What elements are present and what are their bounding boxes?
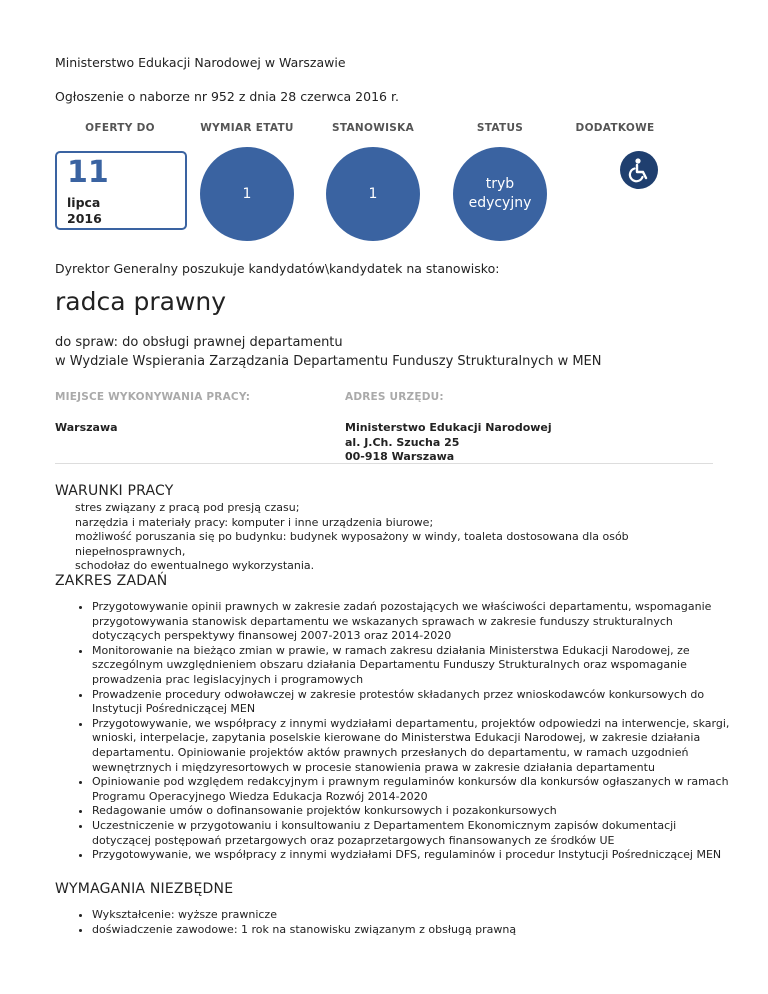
positions-label: STANOWISKA — [331, 122, 415, 134]
list-item: • Monitorowanie na bieżąco zmian w prawie, w ramach zakresu działania Ministerstwa Edukacji Narodowej, ze szczególnym uwzględnieniem obszaru działania Departamentu Funduszy Strukturalnych oraz wspomaganie prowadzenia prac legislacyjnych i programowych — [92, 644, 732, 688]
deadline-date-box — [55, 151, 187, 230]
announcement-title: Ogłoszenie o naborze nr 952 z dnia 28 czerwca 2016 r. — [55, 89, 399, 104]
conditions-line: narzędzia i materiały pracy: komputer i inne urządzenia biurowe; — [75, 515, 434, 529]
status-value: tryb edycyjny — [468, 176, 532, 211]
deadline-year: 2016 — [67, 211, 102, 226]
conditions-line: schodołaz do ewentualnego wykorzystania. — [75, 559, 315, 573]
job-title: radca prawny — [55, 287, 227, 316]
divider — [55, 463, 713, 464]
list-item: • Wykształcenie: wyższe prawnicze — [92, 908, 732, 923]
list-item: • Przygotowywanie, we współpracy z innymi wydziałami departamentu, projektów odpowiedzi na interwencje, skargi, wnioski, interpelacje, zapytania poselskie kierowane do Ministerstwa Edukacji Narodowej, w zakresie działania departamentu. Opiniowanie projektów aktów prawnych przesłanych do departamentu, w ramach uzgodnień wewnętrznych i międzyresortowych w procesie stanowienia prawa w zakresie działania departamentu — [92, 717, 732, 775]
conditions-line: stres związany z pracą pod presją czasu; — [75, 501, 300, 514]
extra-label: DODATKOWE — [575, 122, 655, 134]
ministry-name: Ministerstwo Edukacji Narodowej w Warszawie — [55, 55, 346, 70]
address-line-3: 00-918 Warszawa — [345, 450, 455, 464]
place-label: MIEJSCE WYKONYWANIA PRACY: — [55, 391, 251, 403]
fte-value: 1 — [242, 185, 252, 202]
conditions-list — [75, 501, 725, 574]
address-label: ADRES URZĘDU: — [345, 391, 444, 403]
status-label: STATUS — [476, 122, 524, 134]
list-item: • Przygotowywanie, we współpracy z innymi wydziałami DFS, regulaminów i procedur Instytucji Pośredniczącej MEN — [92, 848, 732, 863]
list-item: • Uczestniczenie w przygotowaniu i konsultowaniu z Departamentem Ekonomicznym zapisów dokumentacji dotyczącej postępowań przetargowych oraz pozaprzetargowych finansowanych ze środków UE — [92, 819, 732, 848]
conditions-title: WARUNKI PRACY — [55, 483, 174, 499]
status-circle — [453, 147, 547, 241]
positions-value: 1 — [368, 185, 378, 202]
tasks-list — [72, 600, 732, 863]
requirements-list — [72, 908, 732, 937]
conditions-line: możliwość poruszania się po budynku: budynek wyposażony w windy, toaleta dostosowana dla osób niepełnosprawnych, — [75, 530, 629, 558]
fte-circle — [200, 147, 294, 241]
address-block — [345, 421, 552, 465]
job-for-line: do spraw: do obsługi prawnej departamentu — [55, 335, 343, 350]
positions-circle — [326, 147, 420, 241]
list-item: • Przygotowywanie opinii prawnych w zakresie zadań pozostających we właściwości departamentu, wspomaganie przygotowywania stanowisk departamentu we wskazanych sprawach w zakresie funduszy strukturalnych dotyczących perspektywy finansowej 2007-2013 oraz 2014-2020 — [92, 600, 732, 644]
list-item: • Opiniowanie pod względem redakcyjnym i prawnym regulaminów konkursów dla konkursów ogłaszanych w ramach Programu Operacyjnego Wiedza Edukacja Rozwój 2014-2020 — [92, 775, 732, 804]
list-item: • Redagowanie umów o dofinansowanie projektów konkursowych i pozakonkursowych — [92, 804, 732, 819]
requirements-title: WYMAGANIA NIEZBĘDNE — [55, 881, 234, 897]
fte-label: WYMIAR ETATU — [200, 122, 294, 134]
list-item: • doświadczenie zawodowe: 1 rok na stanowisku związanym z obsługą prawną — [92, 923, 732, 938]
place-value: Warszawa — [55, 421, 118, 434]
intro-text: Dyrektor Generalny poszukuje kandydatów\kandydatek na stanowisko: — [55, 261, 500, 276]
deadline-month: lipca — [67, 195, 101, 210]
address-line-2: al. J.Ch. Szucha 25 — [345, 435, 460, 449]
address-line-1: Ministerstwo Edukacji Narodowej — [345, 421, 552, 434]
deadline-day: 11 — [67, 155, 109, 190]
deadline-label: OFERTY DO — [85, 122, 155, 134]
tasks-title: ZAKRES ZADAŃ — [55, 573, 168, 589]
wheelchair-accessibility-icon — [620, 151, 658, 189]
job-unit-line: w Wydziale Wspierania Zarządzania Departamentu Funduszy Strukturalnych w MEN — [55, 354, 602, 369]
list-item: • Prowadzenie procedury odwoławczej w zakresie protestów składanych przez wnioskodawców konkursowych do Instytucji Pośredniczącej MEN — [92, 688, 732, 717]
